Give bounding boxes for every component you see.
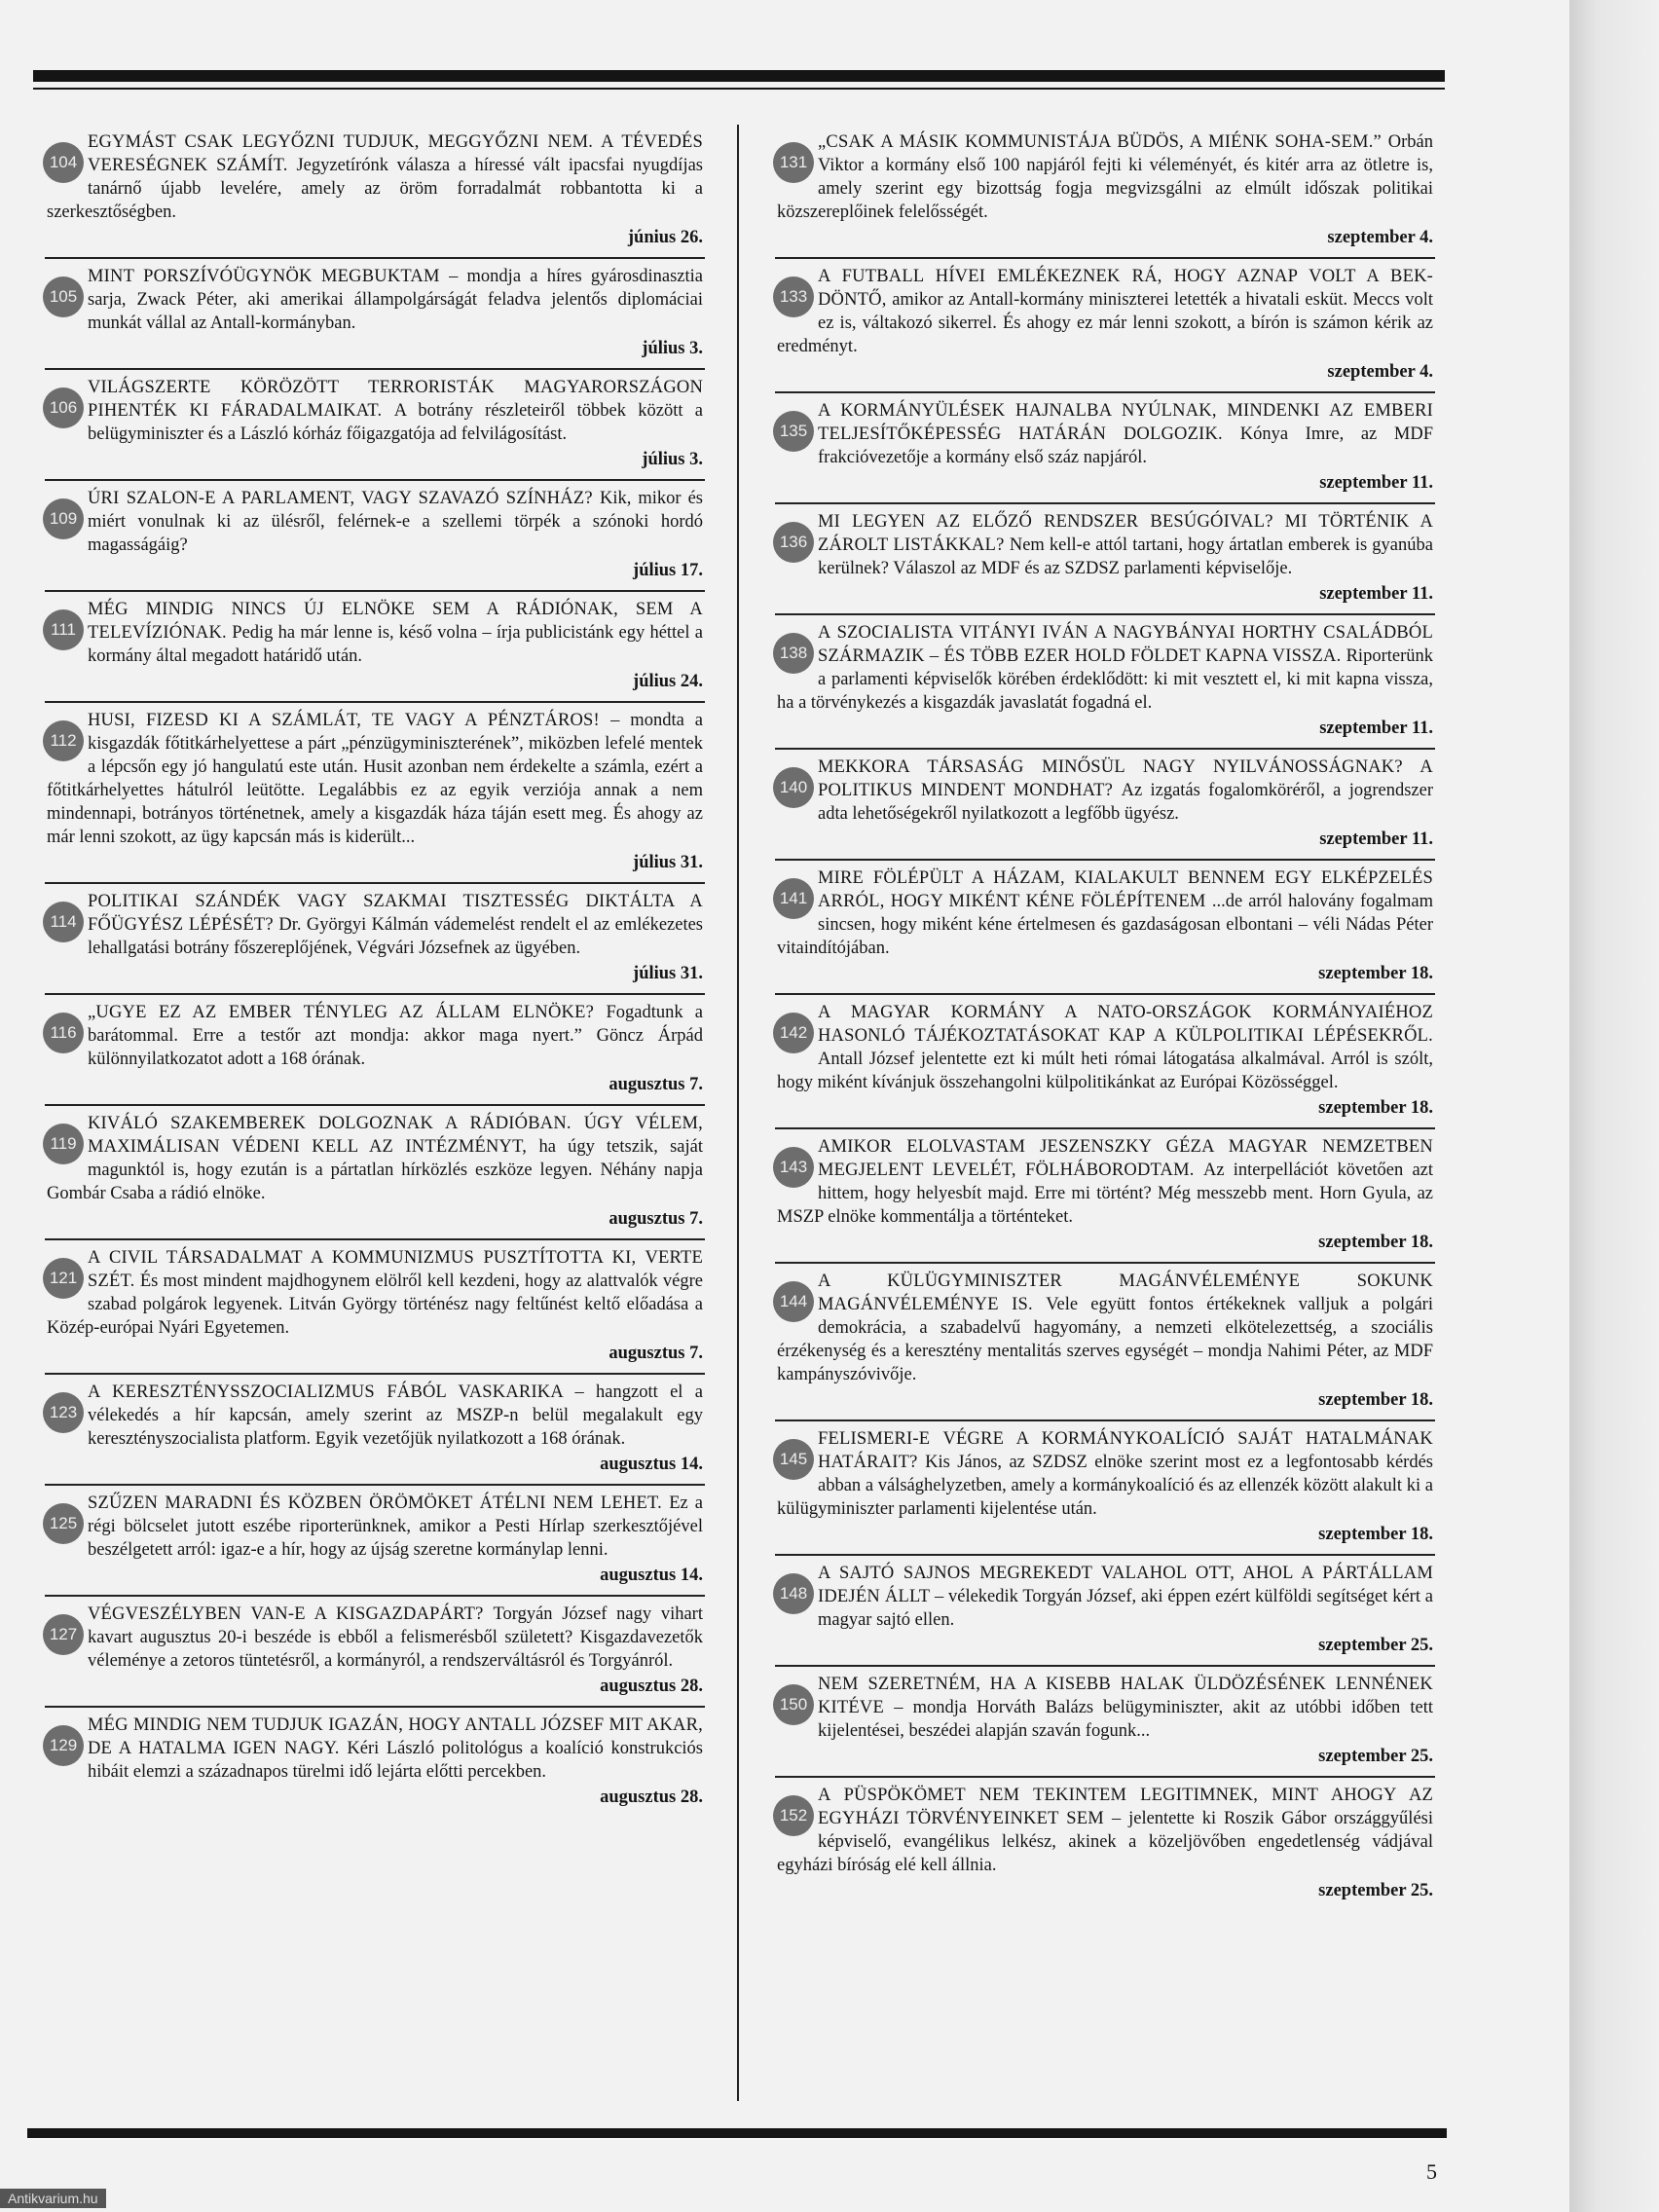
entry-headline: NEM SZERETNÉM, HA A KISEBB HALAK ÜLDÖZÉSÉNEK LENNÉNEK KITÉVE bbox=[818, 1675, 1433, 1717]
issue-number-badge: 121 bbox=[43, 1258, 84, 1299]
issue-number-badge: 123 bbox=[43, 1392, 84, 1433]
index-entry bbox=[775, 1667, 1435, 1778]
entry-date: július 31. bbox=[633, 964, 703, 983]
entry-date: szeptember 11. bbox=[1319, 830, 1433, 849]
entry-text bbox=[47, 598, 703, 668]
entry-headline: A PÜSPÖKÖMET NEM TEKINTEM LEGITIMNEK, MINT AHOGY AZ EGYHÁZI TÖRVÉNYEINKET SEM bbox=[818, 1786, 1433, 1828]
index-entry bbox=[45, 995, 705, 1106]
entry-text bbox=[777, 866, 1433, 960]
index-entry bbox=[45, 1486, 705, 1597]
index-entry bbox=[775, 1264, 1435, 1421]
entry-body: Orbán Viktor a kormány első 100 napjáról fejti ki véleményét, és kitér arra az ötletre is, amely szerint egy bizottság fogja megvizsgálni az elmúlt időszak politikai közszereplőinek felelősségét. bbox=[777, 132, 1433, 222]
entry-date: augusztus 7. bbox=[608, 1344, 703, 1363]
entry-headline: A SAJTÓ SAJNOS MEGREKEDT VALAHOL OTT, AHOL A PÁRTÁLLAM IDEJÉN ÁLLT bbox=[818, 1564, 1433, 1606]
entry-date: szeptember 11. bbox=[1319, 719, 1433, 738]
entry-date: szeptember 18. bbox=[1318, 1098, 1433, 1118]
entry-body: És most mindent majdhogynem elölről kell kezdeni, hogy az alattvalók végre szabad polgárok legyenek. Litván György történész nagy feltűnést keltő előadása a Közép-európai Nyári Egyetemen. bbox=[47, 1272, 703, 1338]
index-entry bbox=[775, 750, 1435, 861]
issue-number-badge: 141 bbox=[773, 878, 814, 919]
entry-headline: MINT PORSZÍVÓÜGYNÖK MEGBUKTAM bbox=[88, 267, 450, 286]
entry-headline: SZŰZEN MARADNI ÉS KÖZBEN ÖRÖMÖKET ÁTÉLNI NEM LEHET. bbox=[88, 1493, 670, 1513]
issue-number-badge: 111 bbox=[43, 609, 84, 650]
issue-number-badge: 109 bbox=[43, 498, 84, 539]
entry-text bbox=[777, 621, 1433, 715]
issue-number-badge: 125 bbox=[43, 1503, 84, 1544]
index-entry bbox=[45, 481, 705, 592]
entry-body: Antall József jelentette ezt ki múlt heti római látogatása alkalmával. Arról is szólt, hogy miként kívánjuk összehangolni külpolitikánkat az Európai Közösséggel. bbox=[777, 1050, 1433, 1092]
index-entry bbox=[45, 370, 705, 481]
index-entry bbox=[775, 125, 1435, 259]
top-thin-rule bbox=[33, 88, 1445, 90]
entry-text bbox=[777, 756, 1433, 826]
entry-headline: MÉG MINDIG NINCS ÚJ ELNÖKE SEM A RÁDIÓNAK, SEM A TELEVÍZIÓNAK. bbox=[88, 600, 703, 643]
entry-headline: FELISMERI-E VÉGRE A KORMÁNYKOALÍCIÓ SAJÁT HATALMÁNAK HATÁRAIT? bbox=[818, 1429, 1433, 1472]
entry-headline: MÉG MINDIG NEM TUDJUK IGAZÁN, HOGY ANTALL JÓZSEF MIT AKAR, DE A HATALMA IGEN NAGY. bbox=[88, 1715, 703, 1758]
entry-text bbox=[47, 1714, 703, 1784]
entry-text bbox=[47, 890, 703, 960]
index-entry bbox=[45, 1597, 705, 1708]
entry-body: Dr. Györgyi Kálmán vádemelést rendelt el az emlékezetes lehallgatási botrány főszereplőjének, Végvári Józsefnek az ügyében. bbox=[88, 915, 703, 958]
issue-number-badge: 135 bbox=[773, 411, 814, 452]
entry-date: július 17. bbox=[633, 561, 703, 580]
entry-date: augusztus 7. bbox=[608, 1209, 703, 1229]
issue-number-badge: 152 bbox=[773, 1795, 814, 1836]
entry-body: Fogadtunk a barátommal. Erre a testőr azt mondja: akkor maga nyert.” Göncz Árpád különnyilatkozatot adott a 168 órának. bbox=[88, 1003, 704, 1069]
entry-headline: VÉGVESZÉLYBEN VAN-E A KISGAZDAPÁRT? bbox=[88, 1604, 494, 1624]
entry-date: szeptember 25. bbox=[1318, 1636, 1433, 1655]
entry-text bbox=[47, 487, 703, 557]
entry-text bbox=[47, 1246, 703, 1340]
issue-number-badge: 140 bbox=[773, 767, 814, 808]
entry-date: szeptember 18. bbox=[1318, 1525, 1433, 1544]
issue-number-badge: 136 bbox=[773, 522, 814, 563]
entry-headline: „CSAK A MÁSIK KOMMUNISTÁJA BÜDÖS, A MIÉNK SOHA-SEM.” bbox=[818, 132, 1388, 152]
right-column bbox=[775, 125, 1435, 1910]
entry-text bbox=[777, 1001, 1433, 1094]
entry-date: szeptember 4. bbox=[1327, 228, 1433, 247]
entry-date: szeptember 11. bbox=[1319, 584, 1433, 604]
entry-headline: A KORMÁNYÜLÉSEK HAJNALBA NYÚLNAK, MINDENKI AZ EMBERI TELJESÍTŐKÉPESSÉG HATÁRÁN DOLGOZIK. bbox=[818, 401, 1433, 444]
entry-date: szeptember 25. bbox=[1318, 1747, 1433, 1766]
entry-headline: A CIVIL TÁRSADALMAT A KOMMUNIZMUS PUSZTÍTOTTA KI, VERTE SZÉT. bbox=[88, 1248, 703, 1291]
index-entry bbox=[775, 504, 1435, 615]
index-entry bbox=[775, 1421, 1435, 1556]
entry-text bbox=[777, 1270, 1433, 1386]
entry-text bbox=[777, 1562, 1433, 1632]
index-entry bbox=[45, 592, 705, 703]
entry-date: augusztus 14. bbox=[600, 1455, 703, 1474]
entry-date: augusztus 14. bbox=[600, 1566, 703, 1585]
entry-text bbox=[777, 510, 1433, 580]
entry-headline: POLITIKAI SZÁNDÉK VAGY SZAKMAI TISZTESSÉG DIKTÁLTA A FŐÜGYÉSZ LÉPÉSÉT? bbox=[88, 892, 703, 935]
entry-text bbox=[47, 265, 703, 335]
entry-text bbox=[777, 1673, 1433, 1743]
issue-number-badge: 106 bbox=[43, 387, 84, 428]
index-entry bbox=[45, 1375, 705, 1486]
entry-headline: MEKKORA TÁRSASÁG MINŐSÜL NAGY NYILVÁNOSSÁGNAK? A POLITIKUS MINDENT MONDHAT? bbox=[818, 757, 1433, 800]
index-entry bbox=[775, 393, 1435, 504]
issue-number-badge: 143 bbox=[773, 1147, 814, 1188]
entry-body: Nem kell-e attól tartani, hogy ártatlan emberek is gyanúba kerülnek? Válaszol az MDF és az SZDSZ parlamenti képviselője. bbox=[818, 535, 1433, 578]
issue-number-badge: 144 bbox=[773, 1281, 814, 1322]
entry-headline: A FUTBALL HÍVEI EMLÉKEZNEK RÁ, HOGY AZNAP VOLT A BEK-DÖNTŐ, bbox=[818, 267, 1433, 310]
entry-headline: MIRE FÖLÉPÜLT A HÁZAM, KIALAKULT BENNEM EGY ELKÉPZELÉS ARRÓL, HOGY MIKÉNT KÉNE FÖLÉPÍTENEM bbox=[818, 868, 1433, 911]
entry-headline: A KÜLÜGYMINISZTER MAGÁNVÉLEMÉNYE SOKUNK MAGÁNVÉLEMÉNYE IS. bbox=[818, 1272, 1433, 1314]
index-entry bbox=[45, 125, 705, 259]
entry-body: Torgyán József nagy vihart kavart augusztus 20-i beszéde is ebből a felismerésből született? Kisgazdavezetők véleménye a zetoros tüntetésről, a kormányról, a rendszerváltásról és Torgyánról. bbox=[88, 1604, 703, 1671]
issue-number-badge: 127 bbox=[43, 1614, 84, 1655]
entry-date: szeptember 25. bbox=[1318, 1881, 1433, 1900]
issue-number-badge: 105 bbox=[43, 276, 84, 317]
entry-headline: A SZOCIALISTA VITÁNYI IVÁN A NAGYBÁNYAI HORTHY CSALÁDBÓL SZÁRMAZIK – ÉS TÖBB EZER HOLD FÖLDET KAPNA VISSZA. bbox=[818, 623, 1433, 666]
entry-text bbox=[777, 1784, 1433, 1877]
entry-body: ha úgy tetszik, saját magunktól is, hogy ezután is a pártatlan hírközlés eszköze legyen. Néhány napja Gombár Csaba a rádió elnöke. bbox=[47, 1137, 704, 1203]
entry-date: szeptember 4. bbox=[1327, 362, 1433, 382]
entry-text bbox=[47, 1492, 703, 1562]
entry-body: Pedig ha már lenne is, késő volna – írja publicistánk egy héttel a kormány által megadott határidő után. bbox=[88, 623, 703, 666]
index-entry bbox=[45, 1708, 705, 1817]
entry-body: A botrány részleteiről többek között a belügyminiszter és a László kórház főigazgatója ad felvilágosítást. bbox=[88, 401, 703, 444]
index-entry bbox=[45, 259, 705, 370]
entry-text bbox=[47, 1603, 703, 1673]
bottom-rule bbox=[27, 2128, 1447, 2138]
entry-headline: A KERESZTÉNYSSZOCIALIZMUS FÁBÓL VASKARIKA bbox=[88, 1382, 575, 1402]
index-entry bbox=[45, 884, 705, 995]
entry-text bbox=[777, 1135, 1433, 1229]
entry-headline: AMIKOR ELOLVASTAM JESZENSZKY GÉZA MAGYAR NEMZETBEN MEGJELENT LEVELÉT, FÖLHÁBORODTAM. bbox=[818, 1137, 1433, 1180]
index-entry bbox=[775, 861, 1435, 995]
entry-body: Kis János, az SZDSZ elnöke szerint most ez a legfontosabb kérdés abban a válsághelyzetben, amely a kormánykoalíció és az ellenzék között alakult ki a külügyminiszter parlamenti kijelentése után. bbox=[777, 1453, 1433, 1519]
entry-body: – vélekedik Torgyán József, aki éppen ezért külföldi segítséget kért a magyar sajtó ellen. bbox=[818, 1587, 1433, 1630]
page-number: 5 bbox=[1426, 2159, 1437, 2184]
entry-headline: MI LEGYEN AZ ELŐZŐ RENDSZER BESÚGÓIVAL? MI TÖRTÉNIK A ZÁROLT LISTÁKKAL? bbox=[818, 512, 1433, 555]
entry-body: Az izgatás fogalomköréről, a jogrendszer adta lehetőségekről nyilatkozott a legfőbb ügyész. bbox=[818, 781, 1433, 824]
entry-date: augusztus 7. bbox=[608, 1075, 703, 1094]
index-entry bbox=[775, 1778, 1435, 1910]
entry-text bbox=[47, 1381, 703, 1451]
issue-number-badge: 104 bbox=[43, 142, 84, 183]
issue-number-badge: 131 bbox=[773, 142, 814, 183]
entry-body: Kéri László politológus a koalíció konstrukciós hibáit elemzi a századnapos türelmi idő lejárta előtti percekben. bbox=[88, 1739, 703, 1782]
index-entry bbox=[775, 615, 1435, 750]
entry-headline: HUSI, FIZESD KI A SZÁMLÁT, TE VAGY A PÉNZTÁROS! bbox=[88, 711, 611, 730]
page-edge-shadow bbox=[1569, 0, 1659, 2212]
entry-headline: KIVÁLÓ SZAKEMBEREK DOLGOZNAK A RÁDIÓBAN. ÚGY VÉLEM, MAXIMÁLISAN VÉDENI KELL AZ INTÉZMÉNYT, bbox=[88, 1114, 703, 1157]
issue-number-badge: 133 bbox=[773, 276, 814, 317]
entry-headline: A MAGYAR KORMÁNY A NATO-ORSZÁGOK KORMÁNYAIÉHOZ HASONLÓ TÁJÉKOZTATÁSOKAT KAP A KÜLPOLITIKAI LÉPÉSEKRŐL. bbox=[818, 1003, 1433, 1046]
entry-body: – jelentette ki Roszik Gábor országgyűlési képviselő, evangélikus lelkész, akinek a közeljövőben engedetlenség vádjával egyházi bíróság elé kell állnia. bbox=[777, 1809, 1433, 1875]
index-entry bbox=[775, 1129, 1435, 1264]
entry-text bbox=[47, 1112, 703, 1205]
entry-text bbox=[777, 399, 1433, 469]
entry-date: július 3. bbox=[642, 339, 703, 358]
entry-date: szeptember 18. bbox=[1318, 964, 1433, 983]
issue-number-badge: 145 bbox=[773, 1439, 814, 1480]
entry-body: Riporterünk a parlamenti képviselők körében érdeklődött: ki mit vesztett el, ki mit kapna vissza, ha a törvénykezés a kisgazdák javaslatát fogadná el. bbox=[777, 646, 1433, 713]
entry-date: július 3. bbox=[642, 450, 703, 469]
entry-body: – mondja Horváth Balázs belügyminiszter, akit az utóbbi időben tett kijelentései, beszédei alapján szaván fogunk... bbox=[818, 1698, 1433, 1741]
entry-date: július 24. bbox=[633, 672, 703, 691]
column-divider bbox=[737, 125, 739, 2101]
entry-text bbox=[47, 376, 703, 446]
index-entry bbox=[775, 1556, 1435, 1667]
index-entry bbox=[45, 1240, 705, 1375]
entry-body: Kónya Imre, az MDF frakcióvezetője a kormány első száz napjáról. bbox=[818, 424, 1434, 467]
entry-date: augusztus 28. bbox=[600, 1788, 703, 1807]
issue-number-badge: 138 bbox=[773, 633, 814, 674]
entry-text bbox=[777, 265, 1433, 358]
entry-headline: ÚRI SZALON-E A PARLAMENT, VAGY SZAVAZÓ SZÍNHÁZ? bbox=[88, 489, 600, 508]
issue-number-badge: 114 bbox=[43, 902, 84, 942]
entry-headline: EGYMÁST CSAK LEGYŐZNI TUDJUK, MEGGYŐZNI NEM. A TÉVEDÉS VERESÉGNEK SZÁMÍT. bbox=[88, 132, 703, 175]
entry-text bbox=[777, 130, 1433, 224]
left-column bbox=[45, 125, 705, 1817]
entry-headline: VILÁGSZERTE KÖRÖZÖTT TERRORISTÁK MAGYARORSZÁGON PIHENTÉK KI FÁRADALMAIKAT. bbox=[88, 378, 703, 421]
entry-body: ...de arról halovány fogalmam sincsen, hogy miként kéne értelmesen és gazdaságosan elbontani – véli Nádas Péter vitaindítójában. bbox=[777, 892, 1434, 958]
entry-date: június 26. bbox=[627, 228, 703, 247]
entry-body: Ez a régi bölcselet jutott eszébe riporterünknek, amikor a Pesti Hírlap szerkesztőjével beszélgetett arról: igaz-e a hír, hogy az újság szeretne kormánylap lenni. bbox=[88, 1493, 703, 1560]
entry-text bbox=[47, 709, 703, 849]
entry-body: Kik, mikor és miért vonulnak ki az ülésről, felérnek-e a szellemi törpék a szónoki hordó magasságáig? bbox=[88, 489, 704, 555]
entry-body: Jegyzetírónk válasza a híressé vált ipacsfai nyugdíjas tanárnő újabb levelére, amely az öröm forradalmát robbantotta ki a szerkesztőségben. bbox=[47, 156, 703, 222]
entry-date: szeptember 18. bbox=[1318, 1233, 1433, 1252]
entry-body: amikor az Antall-kormány miniszterei letették a hivatali esküt. Meccs volt ez is, váltakozó sikerrel. És ahogy ez már lenni szokott, a bírón is számon kérik az eredményt. bbox=[777, 290, 1433, 356]
entry-text bbox=[47, 130, 703, 224]
entry-date: szeptember 11. bbox=[1319, 473, 1433, 493]
index-entry bbox=[775, 995, 1435, 1129]
index-entry bbox=[45, 703, 705, 884]
entry-body: – hangzott el a vélekedés a hír kapcsán, amely szerint az MSZP-n belül megalakult egy keresztényszocialista platform. Egyik vezetőjük nyilatkozott a 168 órának. bbox=[88, 1382, 703, 1449]
entry-date: augusztus 28. bbox=[600, 1677, 703, 1696]
entry-body: Vele együtt fontos értékeknek valljuk a polgári demokrácia, a szabadelvű hagyomány, a nemzeti elkötelezettség, a szociális érzékenység és a keresztény mentalitás szerves egységét – mondja Nahimi Péter, az MDF kampányszóvivője. bbox=[777, 1295, 1433, 1384]
issue-number-badge: 116 bbox=[43, 1013, 84, 1053]
issue-number-badge: 142 bbox=[773, 1013, 814, 1053]
entry-date: szeptember 18. bbox=[1318, 1390, 1433, 1410]
top-rule bbox=[33, 70, 1445, 82]
index-entry bbox=[45, 1106, 705, 1240]
issue-number-badge: 150 bbox=[773, 1684, 814, 1725]
entry-text bbox=[47, 1001, 703, 1071]
issue-number-badge: 119 bbox=[43, 1124, 84, 1164]
watermark: Antikvarium.hu bbox=[0, 2189, 106, 2208]
index-entry bbox=[775, 259, 1435, 393]
entry-body: – mondja a híres gyárosdinasztia sarja, Zwack Péter, aki amerikai állampolgárságát feladva jelentős diplomáciai munkát vállal az Antall-kormányban. bbox=[88, 267, 703, 333]
entry-body: – mondta a kisgazdák főtitkárhelyettese a párt „pénzügyminiszterének”, miközben lefelé mentek a lépcsőn egy jó hangulatú este után. Husit azonban nem érdekelte a számla, ezért a főtitkárhelyettes hátulról leütötte. Legalábbis ez az egyik verziója annak a nem mindennapi, botrányos történetnek, amely a kisgazdák háza táján esett meg. És ahogy az már lenni szokott, az ügy kapcsán más is kiderült... bbox=[47, 711, 703, 847]
entry-text bbox=[777, 1427, 1433, 1521]
entry-body: Az interpellációt követően azt hittem, hogy helyesbít majd. Erre mi történt? Még messzebb ment. Horn Gyula, az MSZP elnöke kommentálja a történteket. bbox=[777, 1161, 1434, 1227]
issue-number-badge: 129 bbox=[43, 1725, 84, 1766]
entry-date: július 31. bbox=[633, 853, 703, 872]
issue-number-badge: 148 bbox=[773, 1573, 814, 1614]
entry-headline: „UGYE EZ AZ EMBER TÉNYLEG AZ ÁLLAM ELNÖKE? bbox=[88, 1003, 607, 1022]
issue-number-badge: 112 bbox=[43, 720, 84, 761]
